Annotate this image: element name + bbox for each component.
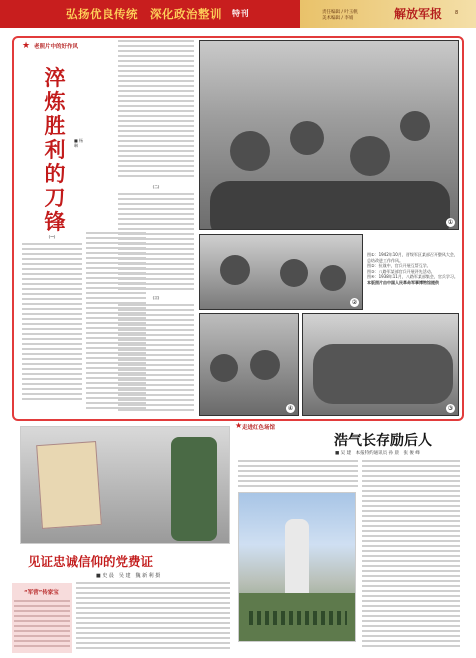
article-body-column xyxy=(118,182,194,416)
photo-soldiers-field xyxy=(199,313,299,416)
memorial-statue xyxy=(285,519,309,597)
article-byline-bottom-left: ■ 史 晨 吴 建 魏 新 利 摄 xyxy=(96,573,161,579)
text-lines xyxy=(14,600,70,650)
caption-line: 图④：1938年11月，八路军某部集会，官兵学习。 xyxy=(367,274,458,280)
article-title-bottom-right: 浩气长存励后人 xyxy=(334,433,432,449)
photo-number: ③ xyxy=(447,405,454,412)
article-body-bottom-left xyxy=(76,582,230,652)
masthead-meta xyxy=(322,10,392,22)
article-byline: ■ 杨 琳 xyxy=(74,138,84,148)
photo-meeting xyxy=(199,40,459,230)
column-tag-bottom-right: 走进红色场馆 xyxy=(242,425,276,431)
article-body-column xyxy=(22,232,82,416)
meta-line: 美术编辑 / 李娟 xyxy=(322,16,354,21)
sidebar-tag: “军营”传家宝 xyxy=(24,590,59,596)
masthead-slogan: 弘扬优良传统 深化政治整训 xyxy=(66,7,222,21)
caption-credit: 本版照片由中国人民革命军事博物馆提供 xyxy=(367,279,439,285)
newspaper-logo: 解放军报 xyxy=(394,7,443,21)
column-tag xyxy=(22,41,92,52)
article-subhead: （二） xyxy=(150,185,162,189)
star-icon: ★ xyxy=(235,421,243,430)
caption-line: 图③：八路军某部官兵开展评先活动。 xyxy=(367,268,435,274)
meta-line: 责任编辑 / 叶玉帆 xyxy=(322,10,358,15)
photo-number: ① xyxy=(447,219,454,226)
soldiers-row xyxy=(249,611,347,625)
article-subhead: （三） xyxy=(150,296,162,301)
article-title: 淬炼胜利的刀锋 xyxy=(44,65,66,234)
text-lines xyxy=(118,40,194,180)
text-lines xyxy=(22,243,82,403)
sidebar-body xyxy=(14,600,70,650)
soldier-image xyxy=(171,437,217,541)
masthead-tag: 特刊 xyxy=(232,8,249,18)
article-byline-bottom-right: ■ 吴 建 本报特约通讯员 孙 晨 张 俊 峰 xyxy=(335,451,420,456)
photo-caption xyxy=(367,252,459,286)
text-lines xyxy=(238,460,358,490)
photo-party-card xyxy=(20,426,230,544)
caption-line: 图②：抗战中，官兵开展互帮互学。 xyxy=(367,263,431,269)
article-body-bottom-right xyxy=(238,460,358,490)
party-card-image xyxy=(36,441,102,529)
photo-study xyxy=(199,234,363,310)
article-subhead: （一） xyxy=(46,235,58,239)
article-body-column xyxy=(118,40,194,180)
article-body-bottom-right xyxy=(362,460,460,650)
article-title-bottom-left: 见证忠诚信仰的党费证 xyxy=(28,554,154,569)
photo-number: ④ xyxy=(287,405,294,412)
text-lines xyxy=(118,304,194,414)
text-lines xyxy=(76,582,230,652)
text-lines xyxy=(362,460,460,650)
photo-memorial xyxy=(238,492,356,642)
page-number: 8 xyxy=(455,10,459,16)
star-icon: ★ xyxy=(22,41,31,51)
text-lines xyxy=(118,193,194,293)
photo-number: ② xyxy=(351,299,358,306)
column-tag-label: 老照片中的好作风 xyxy=(34,44,79,50)
caption-line: 图①：1942年10月，晋绥军区某部召开整风大会，总结改进工作作风。 xyxy=(367,252,458,263)
photo-assembly xyxy=(302,313,459,416)
